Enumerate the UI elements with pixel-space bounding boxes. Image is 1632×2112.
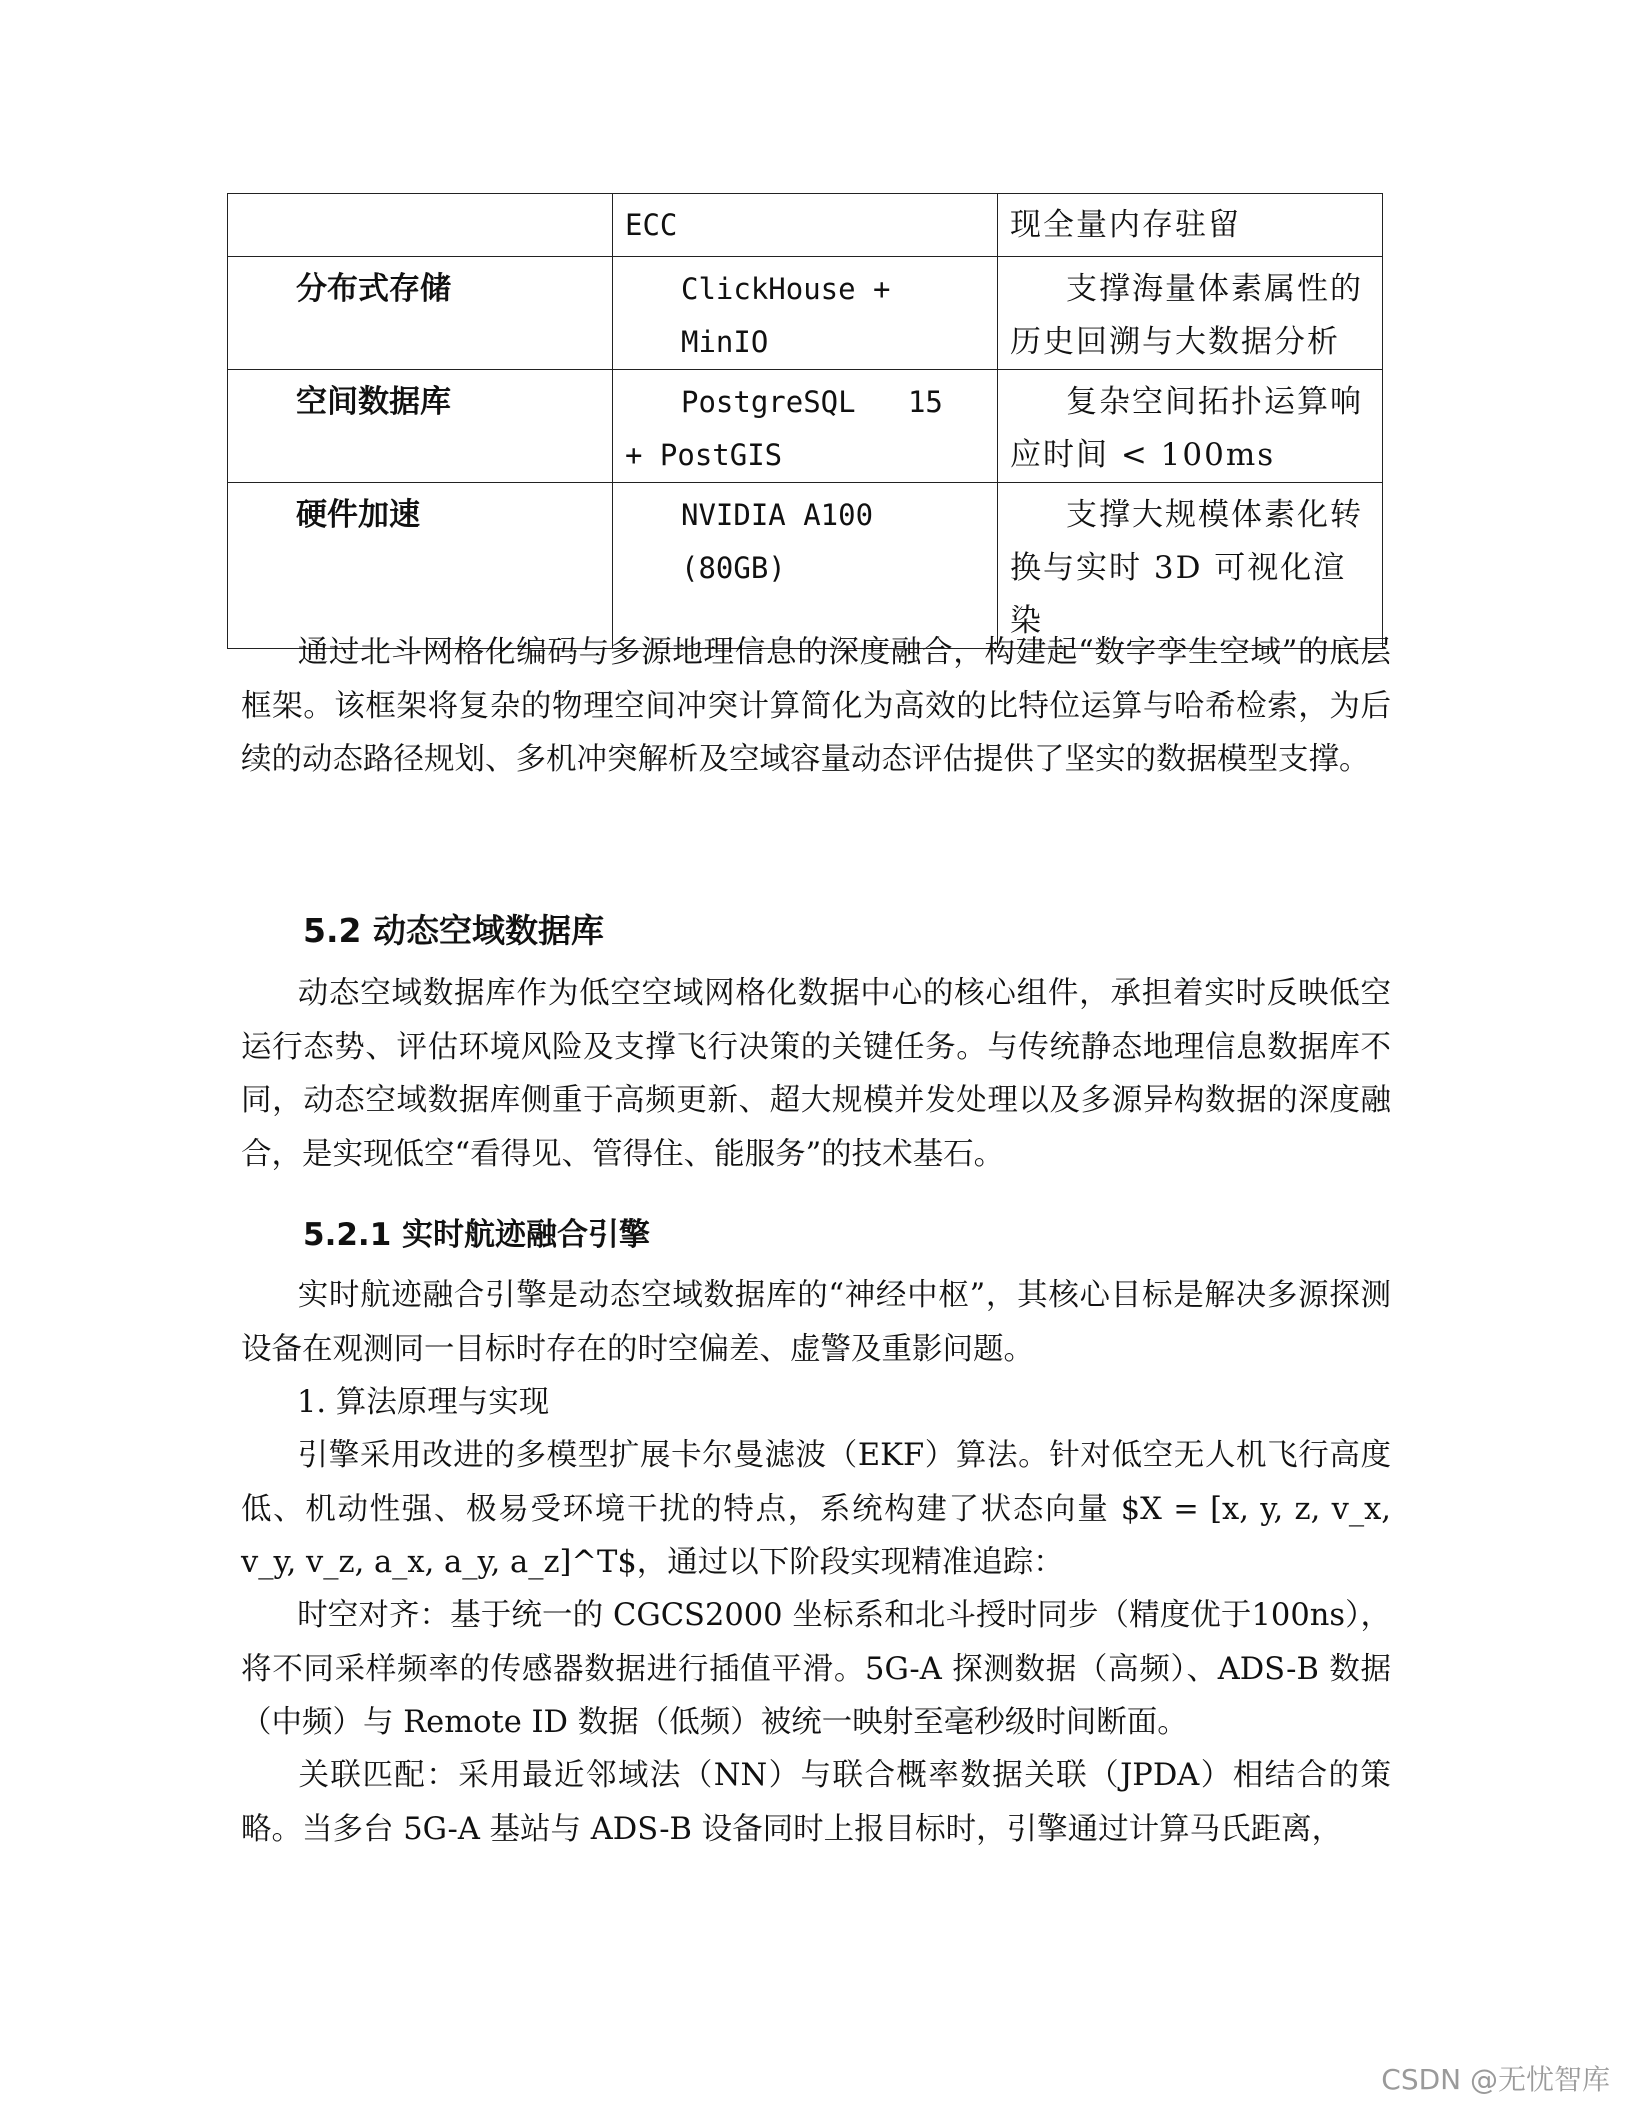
body-paragraph (241, 1269, 1391, 1376)
subsection-heading: 5.2.1 实时航迹融合引擎 (303, 1217, 651, 1253)
table-row (228, 257, 1383, 370)
table-cell-desc-text: 支撑海量体素属性的历史回溯与大数据分析 (1010, 271, 1363, 360)
table-cell-tech: NVIDIA A100 (80GB) (613, 483, 998, 649)
table-cell-tech-text: PostgreSQL 15 + PostGIS (625, 385, 996, 472)
table-cell-label: 分布式存储 (228, 257, 613, 370)
table-cell-tech: ClickHouse + MinIO (613, 257, 998, 370)
section-heading: 5.2 动态空域数据库 (303, 911, 604, 950)
table-cell-desc-text: 复杂空间拓扑运算响应时间 < 100ms (1010, 384, 1363, 473)
table-cell-tech (613, 370, 998, 483)
paragraph-text: 时空对齐：基于统一的 CGCS2000 坐标系和北斗授时同步（精度优于100ns），将不同采样频率的传感器数据进行插值平滑。5G-A 探测数据（高频）、ADS-B 数据（中频）与 Remote ID 数据（低频）被统一映射至毫秒级时间断面。 (241, 1598, 1391, 1740)
list-item (241, 1376, 1391, 1430)
table-cell-desc (998, 483, 1383, 649)
table-cell-label: 硬件加速 (228, 483, 613, 649)
body-paragraph (241, 967, 1391, 1181)
body-paragraph (241, 1749, 1391, 1856)
list-item-text: 1. 算法原理与实现 (297, 1385, 550, 1420)
watermark: CSDN @无忧智库 (1381, 2063, 1610, 2096)
table-row (228, 370, 1383, 483)
table-cell-label (228, 194, 613, 257)
table-cell-desc: 现全量内存驻留 (998, 194, 1383, 257)
table-row (228, 483, 1383, 649)
table-row (228, 194, 1383, 257)
table-cell-desc (998, 257, 1383, 370)
paragraph-text: 通过北斗网格化编码与多源地理信息的深度融合，构建起“数字孪生空域”的底层框架。该框架将复杂的物理空间冲突计算简化为高效的比特位运算与哈希检索，为后续的动态路径规划、多机冲突解析及空域容量动态评估提供了坚实的数据模型支撑。 (241, 635, 1391, 777)
paragraph-text: 关联匹配：采用最近邻域法（NN）与联合概率数据关联（JPDA）相结合的策略。当多台 5G-A 基站与 ADS-B 设备同时上报目标时，引擎通过计算马氏距离， (241, 1758, 1391, 1847)
body-paragraph (241, 1589, 1391, 1750)
spec-table (227, 193, 1383, 649)
paragraph-text: 引擎采用改进的多模型扩展卡尔曼滤波（EKF）算法。针对低空无人机飞行高度低、机动性强、极易受环境干扰的特点，系统构建了状态向量 $X = [x, y, z, v_x, v_y, v_z, a_x, a_y, a_z]^T$，通过以下阶段实现精准追踪： (241, 1438, 1391, 1580)
body-paragraph (241, 626, 1391, 787)
table-cell-tech: ECC (613, 194, 998, 257)
table-cell-label: 空间数据库 (228, 370, 613, 483)
body-paragraph (241, 1429, 1391, 1590)
paragraph-text: 动态空域数据库作为低空空域网格化数据中心的核心组件，承担着实时反映低空运行态势、评估环境风险及支撑飞行决策的关键任务。与传统静态地理信息数据库不同，动态空域数据库侧重于高频更新、超大规模并发处理以及多源异构数据的深度融合，是实现低空“看得见、管得住、能服务”的技术基石。 (241, 976, 1391, 1172)
table-cell-desc-text: 支撑大规模体素化转换与实时 3D 可视化渲染 (1010, 497, 1363, 639)
table-cell-desc (998, 370, 1383, 483)
paragraph-text: 实时航迹融合引擎是动态空域数据库的“神经中枢”，其核心目标是解决多源探测设备在观测同一目标时存在的时空偏差、虚警及重影问题。 (241, 1278, 1391, 1367)
